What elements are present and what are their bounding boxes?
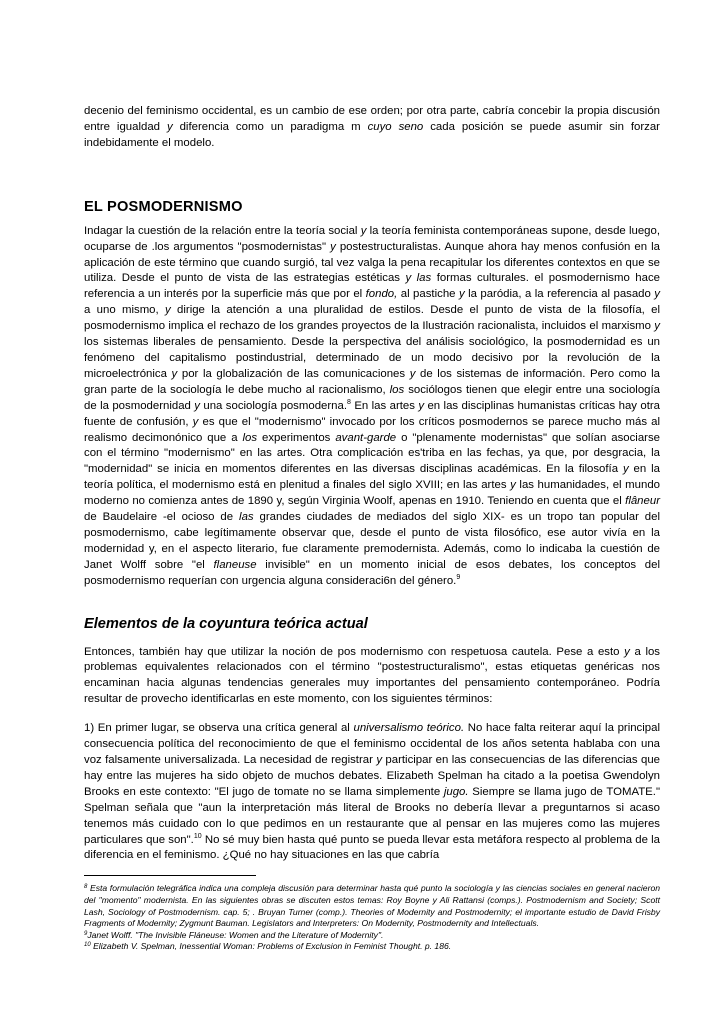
text-run: en la teoría política, el modernismo está en plenitud a finales del siglo XVIII; en las artes (84, 463, 660, 492)
text-run: formas culturales. el posmodernismo hace referencia a un interés por la superficie más que por el (84, 272, 660, 301)
footnote-10 (84, 941, 660, 953)
text-run: cuyo seno (367, 120, 424, 133)
text-run: a los problemas equivalentes relacionados con el término "postestructuralismo", estas etiquetas genéricas nos encaminan hacia algunas tendencias generales muy importantes del pensamiento contemporáneo. Podría resultar de provecho identificarlas en este momento, con los siguientes términos: (84, 645, 660, 706)
text-run: No sé muy bien hasta qué punto se pueda llevar esta metáfora respecto al problema de la diferencia en el feminismo. ¿Qué no hay situaciones en las que cabría (84, 833, 660, 862)
footnote-number: 8 (84, 884, 88, 891)
text-run: cada posición se puede asumir sin forzar indebidamente el modelo. (84, 120, 660, 149)
text-run: En las artes (350, 399, 419, 412)
text-run: y (165, 304, 171, 317)
elementos-paragraph-2 (84, 721, 660, 864)
text-run: al pastiche (397, 288, 459, 301)
text-run: es que el "modernismo" invocado por los críticos posmodernos se parece mucho más al realismo decimonónico que a (84, 415, 661, 444)
elementos-paragraph-1 (84, 645, 660, 709)
footnote-separator (84, 875, 256, 876)
footnote-ref-10[interactable]: 10 (193, 832, 202, 840)
footnote-text: Janet Wolff. "The Invisible Fláneuse: Women and the Literature of Modernity". (87, 929, 384, 940)
text-run: y (360, 224, 367, 237)
text-run: las humanidades, el mundo moderno no comienza antes de 1890 y, según Virginia Woolf, apenas en 1910. Teniendo en cuenta que el (84, 479, 660, 508)
footnote-ref-9[interactable]: 9 (456, 573, 461, 581)
text-run: Siempre se llama jugo de TOMATE." Spelman señala que "aun la interpretación más literal de Brooks no debería llevar a preguntarnos si acaso tenemos más cuidado con lo que pedimos en un restaurante que al pensar en las mujeres como las mujeres particulares que son". (84, 785, 660, 846)
text-run: dirige la atención a una pluralidad de estilos. Desde el punto de vista de la filosofía, el posmodernismo implica el rechazo de los grandes proyectos de la Ilustración racionalista, incluidos el marxismo (84, 304, 661, 333)
text-run: y (654, 320, 660, 333)
text-run: una sociología posmoderna. (199, 399, 347, 412)
paragraph-gap (84, 708, 660, 721)
text-run: postestructuralistas. Aunque ahora hay menos confusión en la aplicación de este término que cuando surgió, tal vez valga la pena recapitular los diferentes contextos en que se utiliza. Desde el punto de vista de las estrategias estéticas (84, 240, 660, 285)
text-run: los sistemas liberales de pensamiento. Desde la perspectiva del análisis sociológico, la posmodernidad es un fenómeno del capitalismo postindustrial, determinado de un modo decisivo por la revolución de la microelectrónica (84, 336, 660, 380)
text-run: o "plenamente modernistas" que solían asociarse con el término "modernismo" en las artes. Otra complicación es'triba en las fechas, ya que, por desgracia, la "modernidad" se inicia en momentos diferentes en las diversas disciplinas académicas. En la filosofía (84, 431, 660, 476)
text-run: en las disciplinas humanistas críticas hay otra fuente de confusión, (84, 399, 661, 428)
text-run: y (510, 479, 516, 492)
text-run: invisible" en un momento inicial de esos debates, los conceptos del posmodernismo requerían con urgencia alguna consideraci6n del género. (84, 558, 660, 587)
text-run: y las (405, 272, 432, 285)
text-run: y (330, 240, 336, 253)
text-run: 1) En primer lugar, se observa una crítica general al (84, 722, 354, 735)
footnote-text: Esta formulación telegráfica indica una compleja discusión para determinar hasta qué punto la sociología y las ciencias sociales en general nacieron del "momento" modernista. En las siguientes obras se discuten estos temas: Roy Boyne y Ali Rattansi (comps.). Postmodernism and Society; Scott Lash, Sociology of Postmodernism. cap. 5; . Bruyan Turner (comp.). Theories of Modernity and Postmodernity; el importante estudio de David Frisby Fragments of Modernity; Zygmunt Bauman. Legislators and Interpreters: On Modernity, Postmodernity and Intellectuals. (84, 883, 660, 929)
text-run: de Baudelaire -el ocioso de (84, 511, 240, 524)
section-heading-posmodernismo: EL POSMODERNISMO (84, 198, 243, 215)
text-run: y (622, 463, 629, 476)
footnote-8 (84, 883, 660, 929)
footnote-text: Elizabeth V. Spelman, Inessential Woman: Problems of Exclusion in Feminist Thought. p. 186. (90, 941, 452, 952)
text-run: la paródia, a la referencia al pasado (464, 288, 655, 301)
text-run: de los sistemas de información. Pero como la gran parte de la sociología le debe mucho al racionalismo, (84, 367, 661, 396)
text-run: y (624, 645, 630, 658)
text-run: a uno mismo, (84, 304, 166, 317)
text-run: participar en las consecuencias de las diferencias que hay entre las mujeres ha sido objeto de muchos debates. Elizabeth Spelman ha citado a la poetisa Gwendolyn Brooks en este contexto: "El jugo de tomate no se llama simplemente (84, 754, 660, 798)
text-run: las (239, 511, 254, 524)
posmodernismo-paragraph (84, 224, 660, 590)
text-run: universalismo teórico. (353, 722, 465, 735)
text-run: y (166, 120, 173, 133)
text-run: diferencia como un paradigma m (172, 120, 368, 133)
text-run: y (418, 399, 425, 412)
text-run: y (192, 415, 199, 428)
text-run: avant-garde (335, 431, 397, 444)
footnote-number: 10 (84, 942, 91, 949)
text-run: y (171, 367, 178, 380)
section-heading-elementos: Elementos de la coyuntura teórica actual (84, 615, 368, 632)
text-run: los (389, 383, 405, 396)
text-run: y (376, 754, 383, 766)
intro-paragraph (84, 104, 660, 152)
text-run: los (242, 431, 258, 444)
document-page (84, 104, 660, 953)
footnote-ref-8[interactable]: 8 (347, 398, 351, 406)
text-run: Entonces, también hay que utilizar la noción de pos modernismo con respetuosa cautela. Pese a esto (84, 645, 625, 658)
text-run: fondo, (365, 288, 398, 301)
text-run: Indagar la cuestión de la relación entre la teoría social (84, 224, 361, 237)
text-run: y (409, 367, 416, 380)
text-run: decenio del feminismo occidental, es un cambio de ese orden; por otra parte, cabría concebir la propia discusión entre igualdad (84, 105, 660, 133)
text-run: grandes ciudades de mediados del siglo XIX- es un tropo tan popular del posmodernismo, cabe legítimamente observar que, desde el punto de vista filosófico, ese autor vivía en la modernidad y, en el aspecto literario, fue claramente premodernista. Además, como lo indicaba la cuestión de Janet Wolff sobre "el (84, 511, 660, 571)
footnote-number: 9 (84, 930, 88, 937)
text-run: No hace falta reiterar aquí la principal consecuencia política del reconocimiento de que el feminismo occidental de los años setenta hablaba con una voz falsamente universalizada. La necesidad de registrar (84, 722, 660, 766)
text-run: y (458, 288, 465, 301)
footnote-9 (84, 930, 660, 942)
text-run: y (654, 288, 660, 301)
text-run: flaneuse (213, 558, 257, 571)
text-run: experimentos (257, 431, 336, 444)
text-run: flâneur (625, 495, 660, 508)
text-run: sociólogos tienen que elegir entre una sociología de la posmodernidad (84, 383, 660, 412)
text-run: jugo. (443, 785, 469, 798)
text-run: la teoría feminista contemporáneas supone, desde luego, ocuparse de .los argumentos "posmodernistas" (84, 224, 660, 253)
text-run: por la globalización de las comunicaciones (177, 367, 410, 380)
text-run: y (194, 399, 200, 412)
